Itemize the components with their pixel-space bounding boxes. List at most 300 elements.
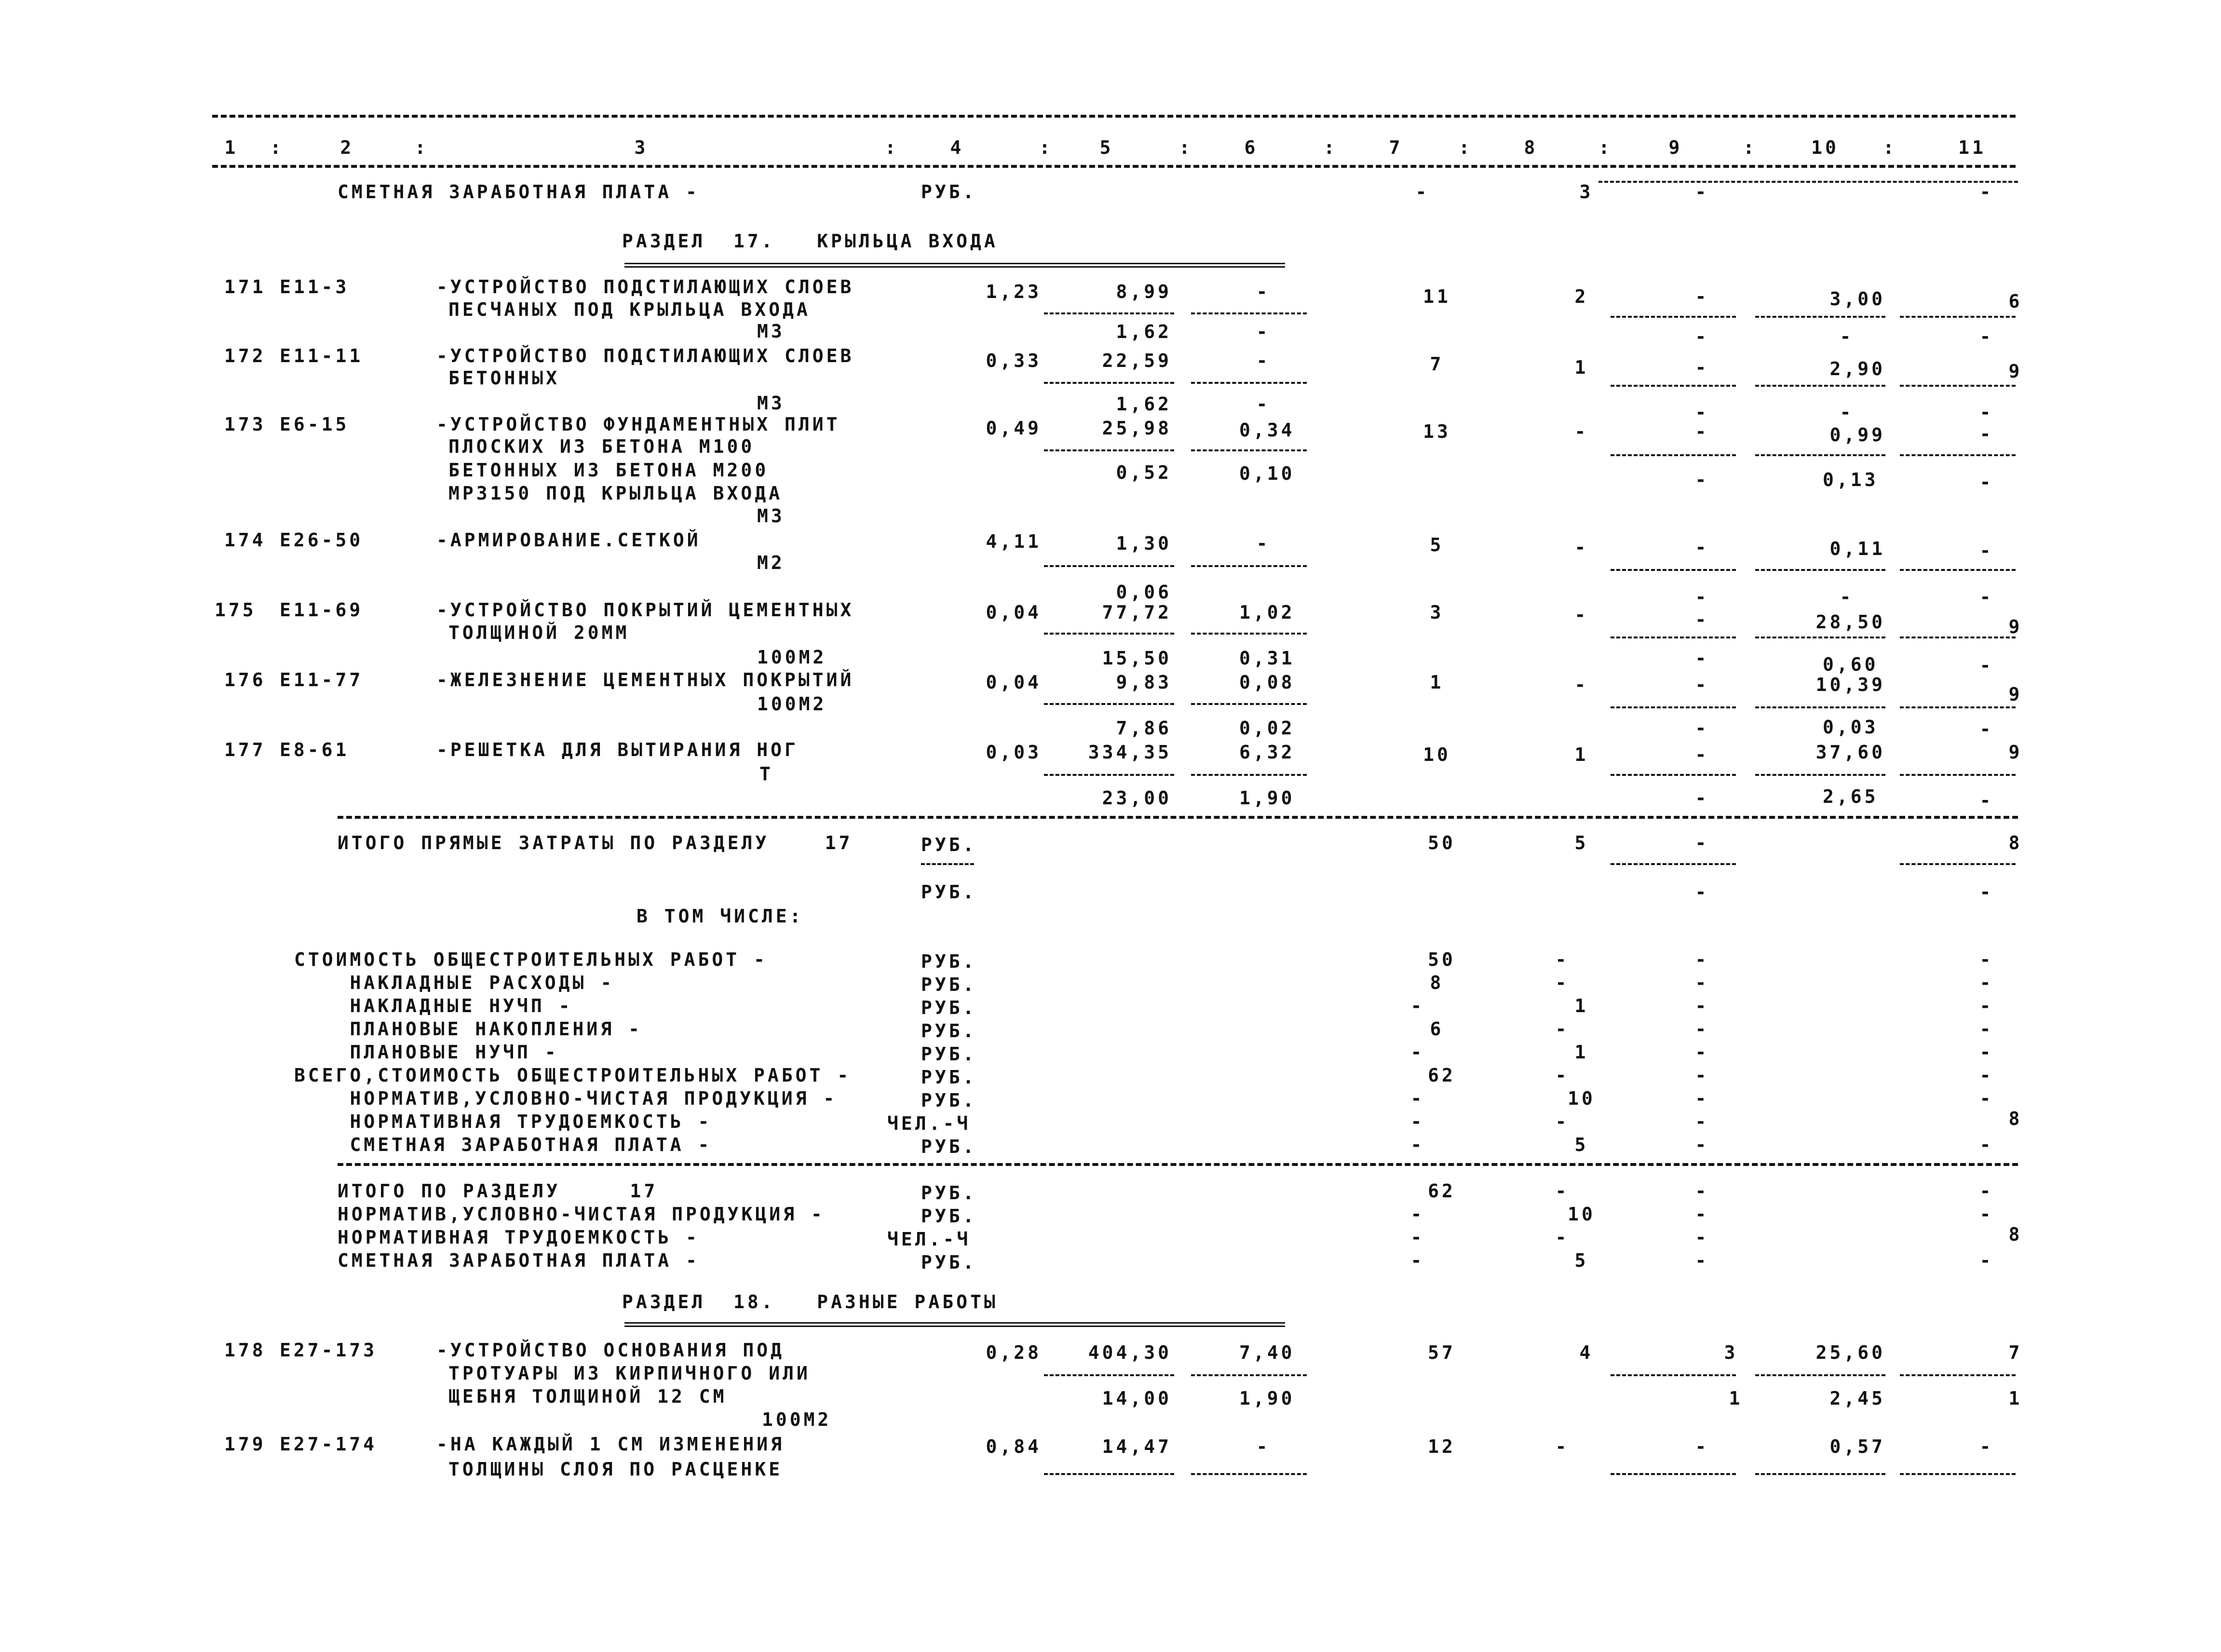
value-col9: - [1695, 1018, 1709, 1040]
value-col7: - [1415, 181, 1430, 203]
row-code: Е11-11 [280, 345, 364, 366]
value-col7: - [1410, 1042, 1425, 1063]
rule [1900, 774, 2016, 776]
value-col8: 5 [1574, 832, 1589, 853]
cell-col8: - [1574, 604, 1589, 625]
col-header-2: 2 [340, 137, 354, 158]
row-description: БЕТОННЫХ [448, 367, 560, 389]
cell-col11: 9 [2008, 361, 2023, 382]
cell-col10-sub: 2,65 [1823, 786, 1879, 807]
rule [1191, 312, 1307, 314]
cell-col7: 5 [1430, 534, 1444, 555]
value-col9-sub: - [1695, 881, 1709, 903]
row-description: -РЕШЕТКА ДЛЯ ВЫТИРАНИЯ НОГ [436, 739, 799, 760]
value-col7: 6 [1430, 1018, 1444, 1040]
cell-col6: - [1256, 281, 1271, 302]
cell-col6-sub: 0,02 [1239, 718, 1295, 739]
row-description: МРЗ150 ПОД КРЫЛЬЦА ВХОДА [448, 483, 783, 504]
value-col11: - [1979, 1180, 1994, 1202]
rule [1611, 316, 1736, 318]
cell-col6-sub: 0,31 [1239, 648, 1295, 669]
value-col8: - [1555, 1227, 1570, 1248]
breakdown-label: НОРМАТИВНАЯ ТРУДОЕМКОСТЬ - [294, 1111, 712, 1132]
value-col9: - [1695, 1134, 1709, 1155]
value-col11: 8 [2008, 832, 2023, 853]
cell-col11: - [1979, 423, 1994, 445]
cell-col5: 77,72 [1102, 602, 1172, 623]
value-col11: - [1979, 1134, 1994, 1155]
rule [1191, 1374, 1307, 1376]
cell-col10: 10,39 [1815, 674, 1885, 695]
row-description: -УСТРОЙСТВО ПОКРЫТИЙ ЦЕМЕНТНЫХ [436, 599, 854, 621]
cell-col4: 1,23 [986, 281, 1042, 302]
cell-col11-sub: - [1979, 790, 1994, 811]
value-col8: 3 [1579, 181, 1594, 203]
cell-col9-sub: - [1695, 787, 1709, 809]
value-col7: 62 [1428, 1180, 1456, 1202]
total-label: СМЕТНАЯ ЗАРАБОТНАЯ ПЛАТА - [338, 1250, 700, 1271]
rule [1755, 569, 1885, 571]
cell-col10-sub: - [1840, 586, 1854, 608]
cell-col8: - [1555, 1436, 1570, 1457]
row-unit: М3 [757, 321, 785, 342]
col-header-8: 8 [1524, 137, 1538, 158]
cell-col5: 9,83 [1116, 672, 1172, 693]
row-unit: 100М2 [757, 693, 827, 715]
rule [1191, 449, 1307, 451]
value-col7: - [1410, 1204, 1425, 1225]
cell-col4: 0,49 [986, 418, 1042, 439]
row-unit: Т [759, 763, 773, 785]
rule [1755, 706, 1885, 708]
cell-col10: 28,50 [1815, 611, 1885, 633]
breakdown-unit: РУБ. [921, 1020, 977, 1042]
cell-col9: - [1695, 609, 1709, 630]
value-col7: - [1410, 1088, 1425, 1109]
breakdown-unit: РУБ. [921, 997, 977, 1018]
col-separator: : [1743, 137, 1757, 158]
breakdown-label: СТОИМОСТЬ ОБЩЕСТРОИТЕЛЬНЫХ РАБОТ - [294, 949, 768, 970]
row-description: ТОЛЩИНОЙ 20ММ [448, 622, 630, 643]
cell-col5: 1,30 [1116, 533, 1172, 554]
cell-col4: 0,03 [986, 742, 1042, 763]
including-label: В ТОМ ЧИСЛЕ: [637, 906, 804, 927]
cell-col6: 1,02 [1239, 602, 1295, 623]
row-description: ПЛОСКИХ ИЗ БЕТОНА М100 [448, 436, 755, 457]
section-18-title: РАЗДЕЛ 18. РАЗНЫЕ РАБОТЫ [622, 1291, 998, 1313]
section-17-rule [624, 263, 1285, 268]
cell-col4: 0,04 [986, 672, 1042, 693]
breakdown-unit: РУБ. [921, 1067, 977, 1088]
cell-col7: 13 [1423, 421, 1451, 442]
cell-col9: - [1695, 744, 1709, 765]
col-header-9: 9 [1668, 137, 1683, 158]
cell-col5: 25,98 [1102, 418, 1172, 439]
row-description: -УСТРОЙСТВО ПОДСТИЛАЮЩИХ СЛОЕВ [436, 345, 854, 366]
cell-col11-sub: - [1979, 402, 1994, 423]
cell-col10-sub: - [1840, 402, 1854, 423]
total-label: ИТОГО ПО РАЗДЕЛУ 17 [338, 1180, 658, 1202]
row-code: Е27-174 [280, 1434, 378, 1455]
value-col8: - [1555, 1065, 1570, 1086]
cell-col11: 7 [2008, 1342, 2023, 1363]
cell-col6-sub: 1,90 [1239, 1388, 1295, 1409]
cell-col9-sub: - [1695, 586, 1709, 608]
col-separator: : [1324, 137, 1338, 158]
cell-col9: - [1695, 537, 1709, 558]
row-number: 178 [224, 1340, 266, 1361]
col-header-10: 10 [1811, 137, 1839, 158]
cell-col5: 14,47 [1102, 1436, 1172, 1457]
rule [1755, 454, 1885, 456]
breakdown-unit: РУБ. [921, 951, 977, 972]
cell-col10: 3,00 [1829, 288, 1885, 310]
rule [1755, 1473, 1885, 1475]
rule [1044, 1473, 1174, 1475]
rule [1611, 636, 1736, 638]
cell-col9-sub: - [1695, 469, 1709, 490]
cell-col5-sub: 0,06 [1116, 582, 1172, 603]
value-col11: - [1979, 949, 1994, 970]
cell-col7: 10 [1423, 744, 1451, 765]
row-number: 179 [224, 1434, 266, 1455]
breakdown-label: ПЛАНОВЫЕ НУЧП - [294, 1042, 559, 1063]
cell-col5-sub: 23,00 [1102, 787, 1172, 809]
value-col8: - [1555, 972, 1570, 993]
value-col7: - [1410, 1111, 1425, 1132]
header-top-rule [212, 115, 2016, 118]
cell-col8: - [1574, 674, 1589, 695]
cell-col9-sub: - [1695, 402, 1709, 423]
row-description: -УСТРОЙСТВО ПОДСТИЛАЮЩИХ СЛОЕВ [436, 276, 854, 298]
value-col8: 10 [1568, 1204, 1596, 1225]
col-header-11: 11 [1958, 137, 1986, 158]
cell-col9: - [1695, 1436, 1709, 1457]
cell-col6: 0,08 [1239, 672, 1295, 693]
rule [1900, 636, 2016, 638]
rule [1611, 706, 1736, 708]
col-header-3: 3 [634, 137, 649, 158]
cell-col5: 334,35 [1088, 742, 1172, 763]
rule [1900, 569, 2016, 571]
cell-col6: 6,32 [1239, 742, 1295, 763]
rule [1598, 181, 2018, 183]
rule [1611, 385, 1736, 387]
direct-total-unit-2: РУБ. [921, 881, 977, 903]
value-col11: - [1979, 1065, 1994, 1086]
cell-col11: - [1979, 540, 1994, 561]
rule [1044, 312, 1174, 314]
total-unit: ЧЕЛ.-Ч [887, 1229, 971, 1250]
value-col9: - [1695, 1111, 1709, 1132]
cell-col9: - [1695, 674, 1709, 695]
row-description: ТОЛЩИНЫ СЛОЯ ПО РАСЦЕНКЕ [448, 1459, 783, 1480]
row-code: Е26-50 [280, 529, 364, 551]
cell-col5: 22,59 [1102, 350, 1172, 371]
cell-col5-sub: 15,50 [1102, 648, 1172, 669]
value-col7: 50 [1428, 832, 1456, 853]
rule [1900, 706, 2016, 708]
value-col9: - [1695, 1227, 1709, 1248]
cell-col5-sub: 0,52 [1116, 462, 1172, 483]
cell-col11-sub: - [1979, 472, 1994, 493]
rule [921, 863, 974, 865]
rule [1611, 569, 1736, 571]
value-col8: 10 [1568, 1088, 1596, 1109]
value-col9: - [1695, 1042, 1709, 1063]
total-unit: РУБ. [921, 1205, 977, 1227]
cell-col8: - [1574, 421, 1589, 442]
row-unit: 100М2 [762, 1409, 832, 1430]
row-unit: 100М2 [757, 647, 827, 668]
cell-col10-sub: 0,13 [1823, 469, 1879, 490]
row-number: 177 [224, 739, 266, 760]
cell-col7: 7 [1430, 353, 1444, 375]
rule [1900, 316, 2016, 318]
rule [1191, 565, 1307, 567]
row-description: ТРОТУАРЫ ИЗ КИРПИЧНОГО ИЛИ [448, 1363, 811, 1384]
rule [1611, 454, 1736, 456]
col-header-1: 1 [224, 137, 239, 158]
cell-col9: - [1695, 286, 1709, 307]
cell-col8: 2 [1574, 286, 1589, 307]
cell-col9-sub: - [1695, 326, 1709, 347]
row-description: ЩЕБНЯ ТОЛЩИНОЙ 12 СМ [448, 1386, 727, 1407]
section-17-total-rule [338, 816, 2018, 819]
rule [1611, 863, 1736, 865]
rule [1900, 863, 2016, 865]
row-unit: М2 [757, 552, 785, 573]
value-col9: - [1695, 1204, 1709, 1225]
breakdown-unit: РУБ. [921, 1090, 977, 1111]
cell-col6-sub: - [1256, 393, 1271, 415]
cell-col5-sub: 14,00 [1102, 1388, 1172, 1409]
direct-total-unit: РУБ. [921, 834, 977, 855]
breakdown-label: НАКЛАДНЫЕ РАСХОДЫ - [294, 972, 615, 993]
value-col9: - [1695, 1088, 1709, 1109]
row-code: Е11-3 [280, 276, 350, 298]
section-17-summary-rule [338, 1163, 2018, 1166]
rule [1191, 703, 1307, 705]
cell-col10: 25,60 [1815, 1342, 1885, 1363]
col-separator: : [1179, 137, 1193, 158]
value-col11: - [1979, 1042, 1994, 1063]
cell-col11: 9 [2008, 616, 2023, 637]
breakdown-unit: РУБ. [921, 1043, 977, 1065]
row-description: ПЕСЧАНЫХ ПОД КРЫЛЬЦА ВХОДА [448, 299, 811, 320]
cell-col11-sub: - [1979, 586, 1994, 608]
row-description: -УСТРОЙСТВО ФУНДАМЕНТНЫХ ПЛИТ [436, 414, 840, 435]
row-description: -АРМИРОВАНИЕ.СЕТКОЙ [436, 529, 701, 551]
cell-col11: - [1979, 1436, 1994, 1457]
rule [1900, 1473, 2016, 1475]
value-col7: - [1410, 1134, 1425, 1155]
value-col8: 1 [1574, 1042, 1589, 1063]
cell-col9: 3 [1724, 1342, 1738, 1363]
rule [1044, 633, 1174, 635]
rule [1900, 1374, 2016, 1376]
cell-col6: 0,34 [1239, 420, 1295, 441]
row-code: Е27-173 [280, 1340, 378, 1361]
rule [1044, 703, 1174, 705]
rule [1191, 1473, 1307, 1475]
row-unit: М3 [757, 505, 785, 527]
cell-col4: 0,28 [986, 1342, 1042, 1363]
value-col8: 1 [1574, 995, 1589, 1016]
cell-col7: 11 [1423, 286, 1451, 307]
value-col9: - [1695, 972, 1709, 993]
rule [1044, 1374, 1174, 1376]
rule [1611, 1473, 1736, 1475]
value-col7: - [1410, 995, 1425, 1016]
cell-col4: 0,84 [986, 1436, 1042, 1457]
value-col11: - [1979, 1018, 1994, 1040]
rule [1044, 565, 1174, 567]
col-separator: : [885, 137, 899, 158]
col-separator: : [415, 137, 429, 158]
row-code: Е8-61 [280, 739, 350, 760]
rule [1191, 382, 1307, 384]
col-separator: : [270, 137, 284, 158]
row-description: -ЖЕЛЕЗНЕНИЕ ЦЕМЕНТНЫХ ПОКРЫТИЙ [436, 669, 854, 691]
cell-col7: 12 [1428, 1436, 1456, 1457]
value-col7: 62 [1428, 1065, 1456, 1086]
cell-col10: 2,90 [1829, 358, 1885, 379]
cell-col10: 0,57 [1829, 1436, 1885, 1457]
cell-col6: - [1256, 1436, 1271, 1457]
breakdown-label: НАКЛАДНЫЕ НУЧП - [294, 995, 573, 1016]
cell-col6: - [1256, 533, 1271, 554]
row-description: -УСТРОЙСТВО ОСНОВАНИЯ ПОД [436, 1340, 785, 1361]
cell-col5-sub: 7,86 [1116, 718, 1172, 739]
cell-col9: - [1695, 357, 1709, 378]
rule [1044, 449, 1174, 451]
value-col9: - [1695, 181, 1709, 203]
cell-col8: 4 [1579, 1342, 1594, 1363]
value-col8: - [1555, 949, 1570, 970]
cell-col5: 8,99 [1116, 281, 1172, 302]
row-number: 174 [224, 529, 266, 551]
breakdown-label: НОРМАТИВ,УСЛОВНО-ЧИСТАЯ ПРОДУКЦИЯ - [294, 1088, 838, 1109]
cell-col4: 4,11 [986, 531, 1042, 552]
total-unit: РУБ. [921, 1252, 977, 1273]
value-col8: - [1555, 1180, 1570, 1202]
cell-col11: 9 [2008, 684, 2023, 705]
value-col11: 8 [2008, 1108, 2023, 1129]
rule [1611, 1374, 1736, 1376]
total-unit: РУБ. [921, 1182, 977, 1204]
cell-col10: 0,99 [1829, 424, 1885, 446]
value-col9: - [1695, 1180, 1709, 1202]
breakdown-label: СМЕТНАЯ ЗАРАБОТНАЯ ПЛАТА - [294, 1134, 712, 1155]
value-col7: 50 [1428, 949, 1456, 970]
cell-col6-sub: 1,90 [1239, 787, 1295, 809]
row-code: Е6-15 [280, 414, 350, 435]
cell-col8: 1 [1574, 357, 1589, 378]
direct-total-label: ИТОГО ПРЯМЫЕ ЗАТРАТЫ ПО РАЗДЕЛУ 17 [338, 832, 853, 853]
rule [1755, 385, 1885, 387]
value-col8: - [1555, 1018, 1570, 1040]
rule [1044, 774, 1174, 776]
section-17-title: РАЗДЕЛ 17. КРЫЛЬЦА ВХОДА [622, 230, 998, 252]
value-col11: 8 [2008, 1224, 2023, 1245]
value-col8: 5 [1574, 1134, 1589, 1155]
row-number: 172 [224, 345, 266, 366]
cell-col9-sub: 1 [1729, 1388, 1743, 1409]
col-separator: : [1459, 137, 1473, 158]
cell-col10: 37,60 [1815, 742, 1885, 763]
cell-col6-sub: 0,10 [1239, 463, 1295, 484]
cell-col9-sub: - [1695, 648, 1709, 669]
value-col11: - [1979, 1088, 1994, 1109]
cell-col11: 6 [2008, 291, 2023, 312]
rule [1755, 774, 1885, 776]
row-unit: М3 [757, 393, 785, 414]
value-col8: 5 [1574, 1250, 1589, 1271]
breakdown-unit: ЧЕЛ.-Ч [887, 1113, 971, 1134]
cell-col10-sub: 0,60 [1823, 654, 1879, 675]
cell-col11-sub: - [1979, 326, 1994, 347]
cell-col10-sub: - [1840, 326, 1854, 347]
cell-col10-sub: 0,03 [1823, 717, 1879, 738]
value-col9: - [1695, 1065, 1709, 1086]
total-label: НОРМАТИВНАЯ ТРУДОЕМКОСТЬ - [338, 1227, 700, 1248]
cell-col10-sub: 2,45 [1829, 1388, 1885, 1409]
salary-label: СМЕТНАЯ ЗАРАБОТНАЯ ПЛАТА - [338, 181, 700, 203]
total-label: НОРМАТИВ,УСЛОВНО-ЧИСТАЯ ПРОДУКЦИЯ - [338, 1204, 825, 1225]
rule [1191, 633, 1307, 635]
cell-col4: 0,04 [986, 602, 1042, 623]
row-code: Е11-77 [280, 669, 364, 691]
value-col11: - [1979, 181, 1994, 203]
cell-col8: 1 [1574, 744, 1589, 765]
col-header-4: 4 [950, 137, 964, 158]
cell-col11: 9 [2008, 742, 2023, 763]
value-col8: - [1555, 1111, 1570, 1132]
rule [1611, 774, 1736, 776]
rule [1755, 316, 1885, 318]
row-description: -НА КАЖДЫЙ 1 СМ ИЗМЕНЕНИЯ [436, 1434, 785, 1455]
rule [1044, 382, 1174, 384]
salary-unit: РУБ. [921, 181, 977, 203]
rule [1191, 774, 1307, 776]
section-18-rule [624, 1322, 1285, 1327]
cell-col6: 7,40 [1239, 1342, 1295, 1363]
value-col11: - [1979, 995, 1994, 1016]
header-bottom-rule [212, 165, 2016, 168]
cell-col5: 404,30 [1088, 1342, 1172, 1363]
value-col9: - [1695, 995, 1709, 1016]
cell-col6: - [1256, 350, 1271, 371]
rule [1755, 636, 1885, 638]
col-header-5: 5 [1099, 137, 1114, 158]
cell-col8: - [1574, 537, 1589, 558]
value-col11-sub: - [1979, 881, 1994, 903]
cell-col10: 0,11 [1829, 538, 1885, 559]
row-number: 173 [224, 414, 266, 435]
col-separator: : [1883, 137, 1897, 158]
value-col9: - [1695, 1250, 1709, 1271]
breakdown-unit: РУБ. [921, 974, 977, 995]
row-description: БЕТОННЫХ ИЗ БЕТОНА М200 [448, 460, 769, 481]
cell-col4: 0,33 [986, 350, 1042, 371]
breakdown-label: ПЛАНОВЫЕ НАКОПЛЕНИЯ - [294, 1018, 642, 1040]
cell-col5-sub: 1,62 [1116, 393, 1172, 415]
rule [1900, 385, 2016, 387]
value-col7: 8 [1430, 972, 1444, 993]
cell-col6-sub: - [1256, 321, 1271, 342]
breakdown-label: ВСЕГО,СТОИМОСТЬ ОБЩЕСТРОИТЕЛЬНЫХ РАБОТ - [294, 1065, 852, 1086]
